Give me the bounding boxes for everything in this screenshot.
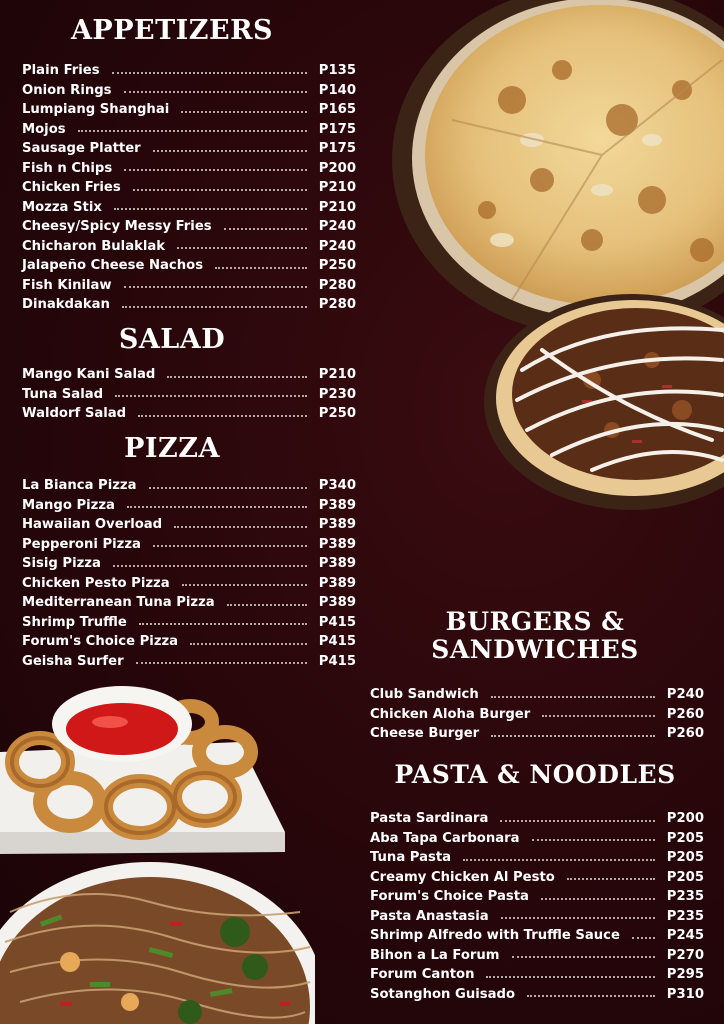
menu-item [370,887,704,907]
menu-item-price: P389 [318,575,356,591]
dot-leader [167,376,306,378]
dot-leader [114,208,307,210]
menu-item [22,276,356,296]
menu-item-price: P175 [318,121,356,137]
menu-item-name: Mediterranean Tuna Pizza [22,595,215,611]
white-pizza-photo [392,0,724,340]
menu-item [370,848,704,868]
menu-item-price: P205 [666,869,704,885]
dot-leader [491,735,655,737]
menu-item-name: La Bianca Pizza [22,478,137,494]
menu-item-name: Pepperoni Pizza [22,536,141,552]
menu-item-price: P295 [666,967,704,983]
menu-item-price: P340 [318,478,356,494]
burgers-list [370,685,704,744]
dot-leader [632,937,655,939]
menu-item-price: P200 [318,160,356,176]
menu-item-name: Cheesy/Spicy Messy Fries [22,219,212,235]
dot-leader [115,395,307,397]
menu-item-price: P260 [666,726,704,742]
menu-item [370,724,704,744]
burgers-title-line2: SANDWICHES [431,635,639,664]
menu-item-price: P140 [318,82,356,98]
menu-item-price: P240 [318,219,356,235]
menu-item-name: Lumpiang Shanghai [22,102,170,118]
menu-item [22,100,356,120]
menu-item [370,705,704,725]
burgers-title-line1: BURGERS & [445,607,625,636]
burgers-title [400,608,670,664]
menu-item-name: Mango Kani Salad [22,367,156,383]
dot-leader [153,150,307,152]
dot-leader [124,286,307,288]
menu-item-name: Tuna Salad [22,386,104,402]
dot-leader [177,247,307,249]
menu-item [22,198,356,218]
dot-leader [113,565,307,567]
menu-item [370,926,704,946]
menu-item-name: Pasta Sardinara [370,811,489,827]
dot-leader [138,415,307,417]
dot-leader [512,956,655,958]
dot-leader [122,306,307,308]
salad-title: SALAD [118,324,226,355]
dot-leader [78,130,307,132]
dot-leader [181,111,307,113]
dot-leader [149,487,307,489]
menu-item-price: P250 [318,258,356,274]
menu-item-name: Mojos [22,121,66,137]
menu-item-name: Shrimp Truffle [22,614,127,630]
menu-item-name: Onion Rings [22,82,112,98]
menu-item [22,178,356,198]
menu-item [370,809,704,829]
menu-item [370,685,704,705]
dot-leader [532,839,655,841]
menu-item-name: Fish Kinilaw [22,277,112,293]
menu-item-price: P389 [318,497,356,513]
menu-item-price: P270 [666,947,704,963]
stir-fried-noodles-photo [0,852,315,1024]
appetizers-list [22,61,356,315]
menu-item [22,256,356,276]
menu-item-price: P280 [318,277,356,293]
menu-item-price: P280 [318,297,356,313]
menu-item-price: P389 [318,517,356,533]
dot-leader [501,917,655,919]
dot-leader [124,91,307,93]
menu-item-name: Sisig Pizza [22,556,101,572]
menu-item-name: Chicharon Bulaklak [22,238,166,254]
menu-item-name: Forum's Choice Pasta [370,889,529,905]
menu-item-price: P415 [318,653,356,669]
dot-leader [527,995,655,997]
menu-item-price: P245 [666,928,704,944]
menu-item-name: Creamy Chicken Al Pesto [370,869,555,885]
menu-item [22,217,356,237]
menu-item-name: Sausage Platter [22,141,141,157]
menu-item-price: P250 [318,406,356,422]
menu-item [22,496,356,516]
dot-leader [133,189,307,191]
menu-item [22,404,356,424]
menu-item-name: Pasta Anastasia [370,908,489,924]
okonomiyaki-pizza-photo [482,290,724,515]
menu-item-price: P200 [666,811,704,827]
menu-item [22,365,356,385]
dot-leader [112,72,307,74]
dot-leader [227,604,307,606]
menu-item-name: Dinakdakan [22,297,110,313]
menu-item-price: P240 [666,687,704,703]
menu-item [370,965,704,985]
menu-item-name: Shrimp Alfredo with Truffle Sauce [370,928,620,944]
dot-leader [541,898,655,900]
menu-item [22,632,356,652]
menu-item [22,120,356,140]
menu-item-name: Club Sandwich [370,687,479,703]
menu-item-price: P205 [666,830,704,846]
dot-leader [486,976,654,978]
menu-item-price: P175 [318,141,356,157]
menu-item [22,574,356,594]
menu-item-price: P415 [318,634,356,650]
menu-item-price: P389 [318,536,356,552]
menu-item [22,476,356,496]
dot-leader [224,228,307,230]
menu-item [22,237,356,257]
dot-leader [174,526,307,528]
menu-item-name: Chicken Fries [22,180,121,196]
pasta-list [370,809,704,1004]
menu-item-name: Forum Canton [370,967,475,983]
menu-item [370,868,704,888]
menu-item [370,907,704,927]
menu-item-price: P260 [666,706,704,722]
pizza-title: PIZZA [124,433,220,464]
menu-item [22,159,356,179]
menu-item [22,593,356,613]
dot-leader [567,878,655,880]
menu-item-price: P210 [318,199,356,215]
pizza-list [22,476,356,671]
menu-item-price: P135 [318,63,356,79]
dot-leader [215,267,307,269]
menu-item [22,81,356,101]
menu-item-price: P310 [666,986,704,1002]
menu-item [22,652,356,672]
menu-item [22,554,356,574]
menu-item [22,515,356,535]
menu-item-name: Chicken Aloha Burger [370,706,531,722]
menu-item-price: P230 [318,386,356,402]
menu-item-price: P240 [318,238,356,254]
menu-item-name: Jalapeño Cheese Nachos [22,258,204,274]
menu-item-price: P165 [318,102,356,118]
menu-item-name: Waldorf Salad [22,406,127,422]
menu-item-name: Fish n Chips [22,160,113,176]
salad-list [22,365,356,424]
dot-leader [500,820,654,822]
menu-item-name: Plain Fries [22,63,100,79]
menu-item-price: P235 [666,889,704,905]
dot-leader [153,545,307,547]
menu-item [370,946,704,966]
dot-leader [136,662,307,664]
menu-item-price: P210 [318,180,356,196]
menu-item [22,61,356,81]
menu-item-price: P389 [318,595,356,611]
menu-item-name: Bihon a La Forum [370,947,500,963]
menu-item [370,829,704,849]
menu-item-price: P415 [318,614,356,630]
menu-item-price: P210 [318,367,356,383]
menu-item-name: Aba Tapa Carbonara [370,830,520,846]
menu-item-price: P389 [318,556,356,572]
menu-item-price: P205 [666,850,704,866]
dot-leader [491,696,655,698]
menu-item-name: Geisha Surfer [22,653,124,669]
menu-item-name: Chicken Pesto Pizza [22,575,170,591]
menu-item [22,535,356,555]
dot-leader [139,623,307,625]
dot-leader [182,584,307,586]
pasta-title: PASTA & NOODLES [394,760,676,789]
menu-item [22,385,356,405]
dot-leader [463,859,655,861]
dot-leader [542,715,655,717]
menu-item [22,613,356,633]
menu-item [370,985,704,1005]
menu-item-name: Mango Pizza [22,497,115,513]
onion-rings-photo [0,682,290,867]
menu-item-name: Hawaiian Overload [22,517,163,533]
menu-item-name: Cheese Burger [370,726,480,742]
menu-item-name: Forum's Choice Pizza [22,634,179,650]
appetizers-title: APPETIZERS [70,15,274,46]
menu-item [22,139,356,159]
dot-leader [127,506,307,508]
menu-item [22,295,356,315]
dot-leader [124,169,307,171]
menu-item-name: Sotanghon Guisado [370,986,515,1002]
menu-item-name: Mozza Stix [22,199,102,215]
dot-leader [190,643,307,645]
menu-item-price: P235 [666,908,704,924]
menu-item-name: Tuna Pasta [370,850,452,866]
